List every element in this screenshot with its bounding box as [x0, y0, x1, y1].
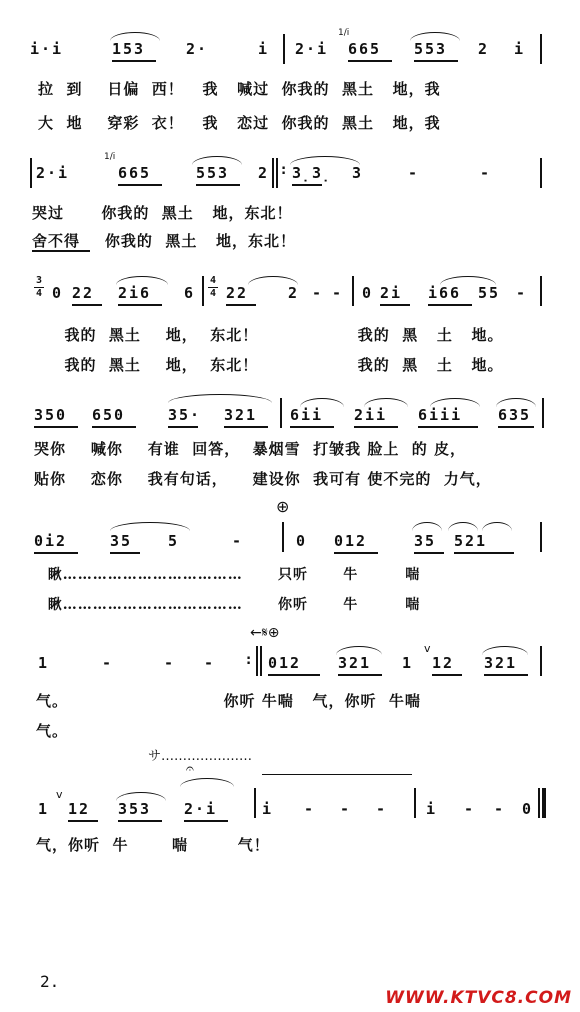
slur: [410, 32, 460, 41]
lyric-line-1: 哭你 喊你 有谁 回答， 暴烟雪 打皱我 脸上 的 皮，: [34, 440, 467, 458]
note-group: 321: [338, 654, 372, 672]
barline: [540, 522, 542, 552]
note-group: 3̣3̣: [292, 164, 333, 182]
underline: [226, 304, 256, 306]
note-group: -: [164, 654, 176, 672]
note-group: 22: [72, 284, 95, 302]
barline: [540, 158, 542, 188]
underline: [432, 674, 462, 676]
note-group: -: [376, 800, 388, 818]
note-group: 650: [92, 406, 126, 424]
lyric-line-1: 我的 黑土 地， 东北！ 我的 黑 土 地。: [52, 326, 504, 344]
underline: [334, 552, 378, 554]
underline: [184, 820, 228, 822]
lyric-line-2: 气。: [36, 722, 69, 740]
page-number: 2.: [40, 972, 60, 991]
note-group: 2ii: [354, 406, 388, 424]
barline: [540, 276, 542, 306]
underline: [428, 304, 472, 306]
slur: [300, 398, 344, 407]
underline: [34, 426, 78, 428]
underline: [268, 674, 320, 676]
note-group: 6iii: [418, 406, 463, 424]
note-group: 521: [454, 532, 488, 550]
note-group: -: [312, 284, 324, 302]
note-group: 321: [484, 654, 518, 672]
underline: [92, 426, 136, 428]
fermata-icon: 𝄐: [186, 761, 194, 777]
grace-note: 1/i: [338, 28, 350, 38]
underline: [34, 552, 78, 554]
underline: [354, 426, 398, 428]
slur: [482, 646, 528, 655]
barline: [254, 788, 256, 818]
underline: [380, 304, 410, 306]
underline: [112, 60, 156, 62]
note-group: 012: [268, 654, 302, 672]
note-group: 321: [224, 406, 258, 424]
note-group: -: [340, 800, 352, 818]
note-group: 2·i: [184, 800, 218, 818]
note-group: 350: [34, 406, 68, 424]
barline: [352, 276, 354, 306]
underline: [72, 304, 102, 306]
tempo-rit-mark: サ…………………: [148, 749, 253, 764]
note-group: -: [304, 800, 316, 818]
lyric-line-2: 大 地 穿彩 衣！ 我 恋过 你我的 黑土 地，我: [38, 114, 441, 132]
time-signature: 4 4: [209, 275, 217, 299]
note-group: 5: [168, 532, 180, 550]
barline: [283, 34, 285, 64]
barline: [272, 158, 274, 188]
note-group: 0: [52, 284, 64, 302]
underline: [168, 426, 198, 428]
slur: [168, 394, 272, 403]
note-group: -: [494, 800, 506, 818]
lyric-line-1: 气，你听 牛 喘 气！: [36, 836, 270, 854]
note-group: 6: [184, 284, 196, 302]
grace-note: 1/i: [104, 152, 116, 162]
slur: [180, 778, 234, 787]
note-group: i66: [428, 284, 462, 302]
barline: [280, 398, 282, 428]
slur: [496, 398, 536, 407]
note-group: 2·i: [36, 164, 70, 182]
note-group: 0i2: [34, 532, 68, 550]
note-group: 0: [522, 800, 534, 818]
note-group: -: [408, 164, 420, 182]
note-group: -: [232, 532, 244, 550]
breath-mark: v: [56, 788, 63, 801]
underline: [118, 304, 162, 306]
repeat-colon: :: [281, 163, 287, 178]
barline: [540, 34, 542, 64]
note-group: 1: [38, 654, 50, 672]
slur: [110, 522, 190, 531]
note-group: 12: [68, 800, 91, 818]
note-group: i: [258, 40, 270, 58]
note-group: 55: [478, 284, 501, 302]
barline: [202, 276, 204, 306]
slur: [412, 522, 442, 531]
slur: [430, 398, 480, 407]
slur: [116, 276, 168, 285]
lyric-line-2: 我的 黑土 地， 东北！ 我的 黑 土 地。: [52, 356, 504, 374]
barline: [276, 158, 278, 188]
note-group: 665: [348, 40, 382, 58]
note-group: 1: [402, 654, 414, 672]
barline: [542, 398, 544, 428]
underline: [338, 674, 382, 676]
lyric-line-1: 气。 你听 牛喘 气，你听 牛喘: [36, 692, 421, 710]
note-group: i: [426, 800, 438, 818]
note-group: 35: [110, 532, 133, 550]
note-group: -: [480, 164, 492, 182]
repeat-colon: :: [246, 653, 252, 668]
note-group: 2i6: [118, 284, 152, 302]
note-group: 665: [118, 164, 152, 182]
slur: [482, 522, 512, 531]
underline: [484, 674, 528, 676]
note-group: 012: [334, 532, 368, 550]
note-group: 3: [352, 164, 364, 182]
note-group: -: [102, 654, 114, 672]
note-group: 153: [112, 40, 146, 58]
barline: [30, 158, 32, 188]
lyric-line-2: 瞅……………………………… 你听 牛 喘: [36, 597, 421, 613]
note-group: 12: [432, 654, 455, 672]
note-group: 2: [478, 40, 490, 58]
barline: [260, 646, 262, 676]
note-group: 553: [414, 40, 448, 58]
slur: [192, 156, 242, 165]
slur: [248, 276, 298, 285]
slur: [290, 156, 360, 165]
note-group: -: [516, 284, 528, 302]
underline: [498, 426, 534, 428]
barline: [538, 788, 540, 818]
note-group: -: [332, 284, 344, 302]
note-group: 2i: [380, 284, 403, 302]
underline: [224, 426, 268, 428]
note-group: -: [464, 800, 476, 818]
lyric-line-2: 贴你 恋你 我有句话， 建设你 我可有 使不完的 力气，: [34, 470, 492, 488]
breath-mark: v: [424, 642, 431, 655]
note-group: 6ii: [290, 406, 324, 424]
slur: [440, 276, 496, 285]
note-group: 22: [226, 284, 249, 302]
note-group: 2·: [186, 40, 209, 58]
underline: [292, 184, 322, 186]
barline: [540, 646, 542, 676]
slur: [116, 792, 166, 801]
slur: [110, 32, 160, 41]
note-group: 0: [362, 284, 374, 302]
underline: [196, 184, 240, 186]
note-group: 553: [196, 164, 230, 182]
time-signature: 3 4: [35, 275, 43, 299]
slur: [364, 398, 408, 407]
final-barline: [542, 788, 546, 818]
note-group: i·i: [30, 40, 64, 58]
note-group: 2: [258, 164, 270, 182]
slur: [336, 646, 382, 655]
underline: [454, 552, 514, 554]
underline: [118, 820, 162, 822]
underline: [118, 184, 162, 186]
note-group: i: [262, 800, 274, 818]
watermark-logo: WWW.KTVC8.COM: [385, 988, 572, 1008]
note-group: i: [514, 40, 526, 58]
underline: [68, 820, 98, 822]
coda-jump-icon: ←𝄋⊕: [250, 625, 280, 641]
tie: [262, 774, 412, 777]
note-group: 2: [288, 284, 300, 302]
note-group: -: [204, 654, 216, 672]
note-group: 2·i: [295, 40, 329, 58]
underline: [414, 552, 444, 554]
underline: [290, 426, 334, 428]
lyric-line-1: 拉 到 日偏 西！ 我 喊过 你我的 黑土 地，我: [38, 80, 441, 98]
slur: [448, 522, 478, 531]
note-group: 35·: [168, 406, 202, 424]
lyric-line-1: 瞅……………………………… 只听 牛 喘: [36, 567, 421, 583]
barline: [282, 522, 284, 552]
lyric-line-2: 舍不得 你我的 黑土 地，东北！: [32, 232, 297, 250]
lyric-line-1: 哭过 你我的 黑土 地，东北！: [32, 204, 293, 222]
barline: [414, 788, 416, 818]
barline: [256, 646, 258, 676]
underline: [32, 250, 90, 252]
note-group: 0: [296, 532, 308, 550]
note-group: 35: [414, 532, 437, 550]
underline: [414, 60, 458, 62]
underline: [418, 426, 478, 428]
note-group: 353: [118, 800, 152, 818]
underline: [110, 552, 140, 554]
underline: [348, 60, 392, 62]
note-group: 635: [498, 406, 532, 424]
note-group: 1: [38, 800, 50, 818]
segno-icon: ⊕: [276, 497, 290, 516]
